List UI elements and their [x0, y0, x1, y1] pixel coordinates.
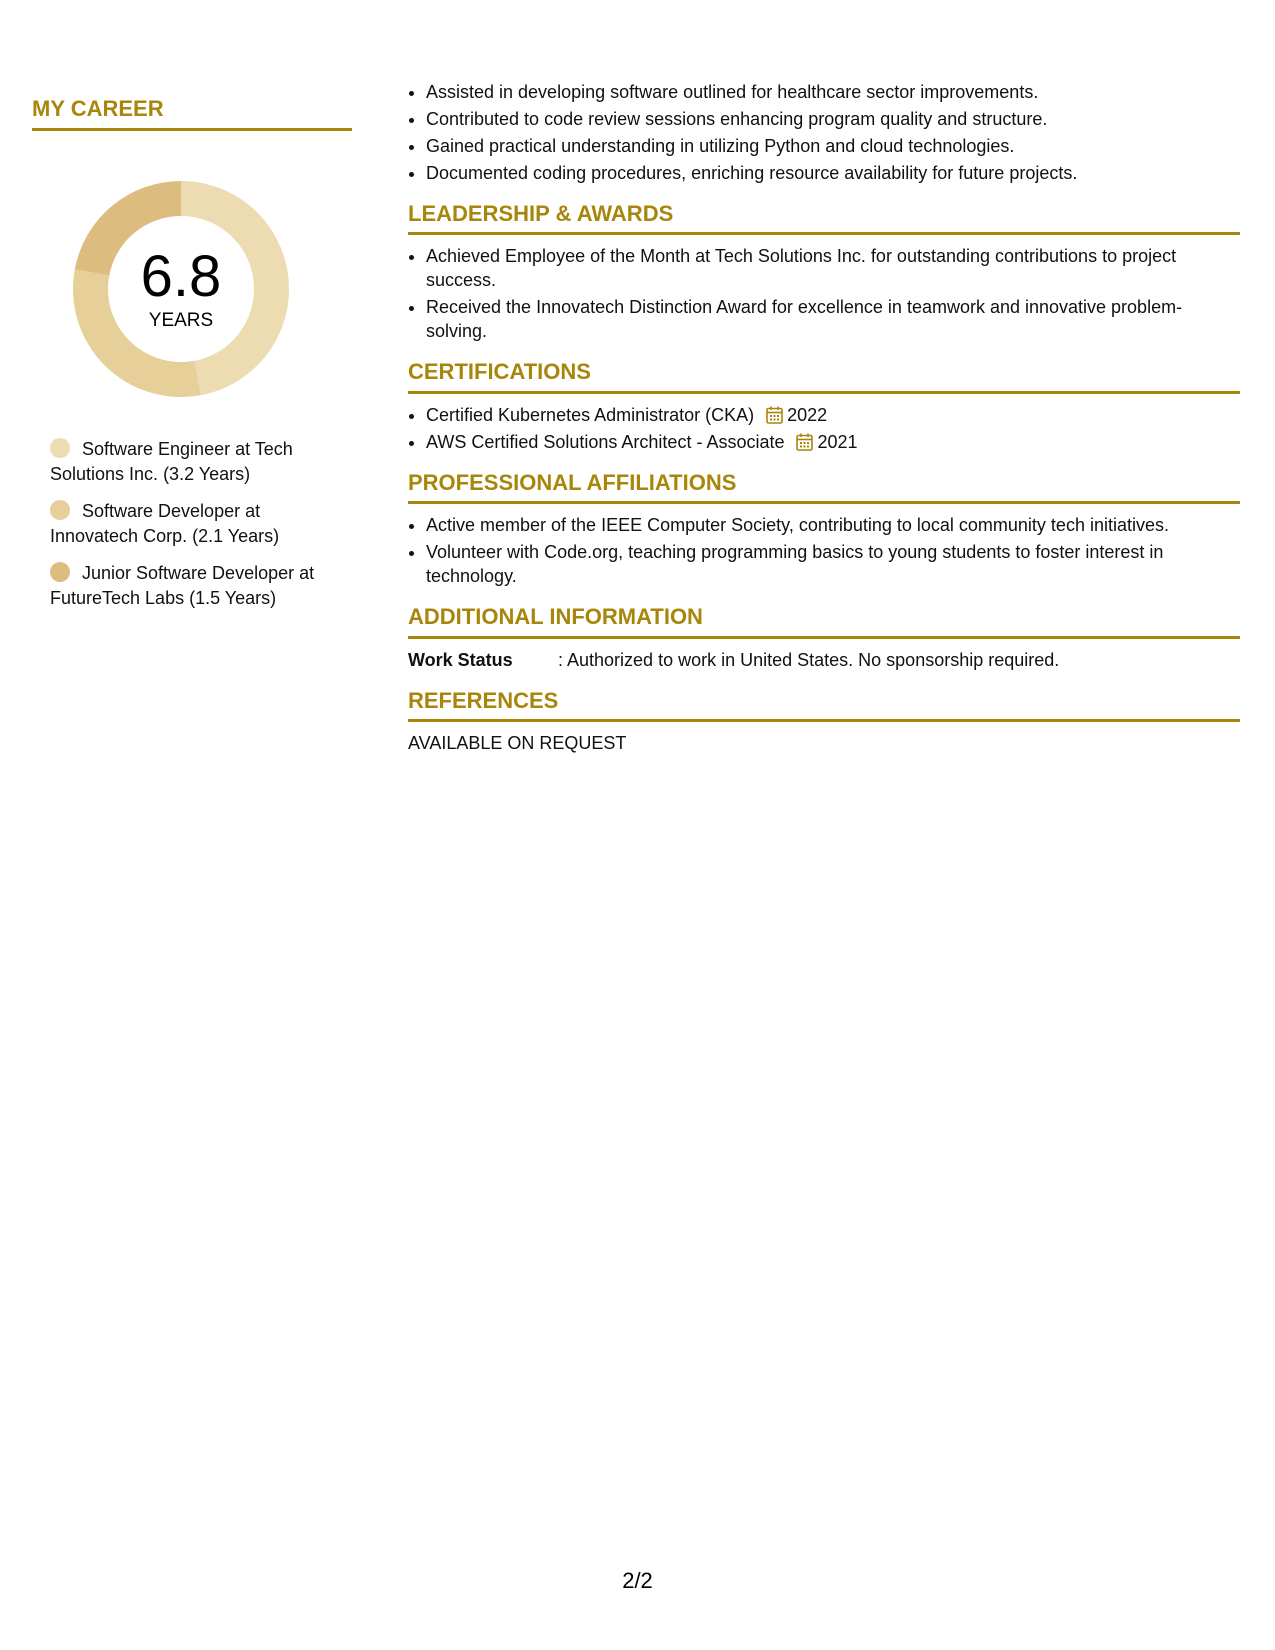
legend-item — [50, 561, 340, 611]
career-rule — [32, 128, 352, 131]
list-item: • Gained practical understanding in utilizing Python and cloud technologies. — [426, 134, 1240, 158]
work-status-value: : Authorized to work in United States. No sponsorship required. — [558, 649, 1060, 670]
certification-year: 2021 — [817, 431, 858, 452]
total-years-value: 6.8 — [140, 244, 222, 310]
affiliations-list — [408, 513, 1240, 588]
calendar-icon — [766, 406, 783, 424]
leadership-section — [408, 201, 1240, 343]
legend-label: Junior Software Developer at FutureTech Labs (1.5 Years) — [50, 563, 315, 609]
certification-year: 2022 — [787, 404, 828, 425]
donut-center — [65, 173, 297, 405]
additional-rule — [408, 636, 1240, 639]
career-legend — [50, 437, 352, 611]
list-item: • Active member of the IEEE Computer Society, contributing to local community tech initiatives. — [426, 513, 1240, 537]
certification-name: Certified Kubernetes Administrator (CKA) — [426, 404, 755, 425]
legend-label: Software Engineer at Tech Solutions Inc. (3.2 Years) — [50, 439, 293, 485]
career-donut-chart — [65, 173, 297, 405]
list-item: • Assisted in developing software outlined for healthcare sector improvements. — [426, 80, 1240, 104]
main-column — [408, 80, 1240, 755]
affiliations-rule — [408, 501, 1240, 504]
certification-name: AWS Certified Solutions Architect - Associate — [426, 431, 785, 452]
leadership-list — [408, 244, 1240, 343]
certifications-title: CERTIFICATIONS — [408, 359, 591, 385]
career-title: MY CAREER — [32, 96, 164, 121]
work-status-label: Work Status — [408, 649, 513, 670]
leadership-rule — [408, 232, 1240, 235]
affiliations-section — [408, 470, 1240, 588]
career-sidebar — [32, 96, 352, 623]
references-rule — [408, 719, 1240, 722]
work-status-row — [408, 648, 1240, 672]
calendar-icon — [796, 433, 813, 451]
legend-dot-icon — [50, 438, 70, 458]
list-item — [426, 430, 1240, 454]
additional-section — [408, 604, 1240, 671]
page-number: 2/2 — [622, 1568, 653, 1593]
experience-bullets — [408, 80, 1240, 185]
list-item: • Volunteer with Code.org, teaching programming basics to young students to foster interest in technology. — [426, 540, 1240, 588]
list-item: • Achieved Employee of the Month at Tech Solutions Inc. for outstanding contributions to project success. — [426, 244, 1240, 292]
references-text: AVAILABLE ON REQUEST — [408, 732, 627, 753]
legend-item — [50, 437, 340, 487]
leadership-title: LEADERSHIP & AWARDS — [408, 201, 674, 226]
additional-title: ADDITIONAL INFORMATION — [408, 604, 703, 630]
certifications-list — [408, 403, 1240, 454]
list-item: • Received the Innovatech Distinction Award for excellence in teamwork and innovative problem-solving. — [426, 295, 1240, 343]
legend-dot-icon — [50, 562, 70, 582]
legend-label: Software Developer at Innovatech Corp. (2.1 Years) — [50, 501, 280, 547]
references-section — [408, 688, 1240, 755]
certifications-section — [408, 359, 1240, 453]
references-title: REFERENCES — [408, 687, 559, 713]
list-item — [426, 403, 1240, 427]
legend-item — [50, 499, 340, 549]
affiliations-title: PROFESSIONAL AFFILIATIONS — [408, 469, 737, 495]
certifications-rule — [408, 391, 1240, 394]
total-years-unit: YEARS — [148, 310, 214, 332]
legend-dot-icon — [50, 500, 70, 520]
list-item: • Contributed to code review sessions enhancing program quality and structure. — [426, 107, 1240, 131]
list-item: • Documented coding procedures, enriching resource availability for future projects. — [426, 161, 1240, 185]
